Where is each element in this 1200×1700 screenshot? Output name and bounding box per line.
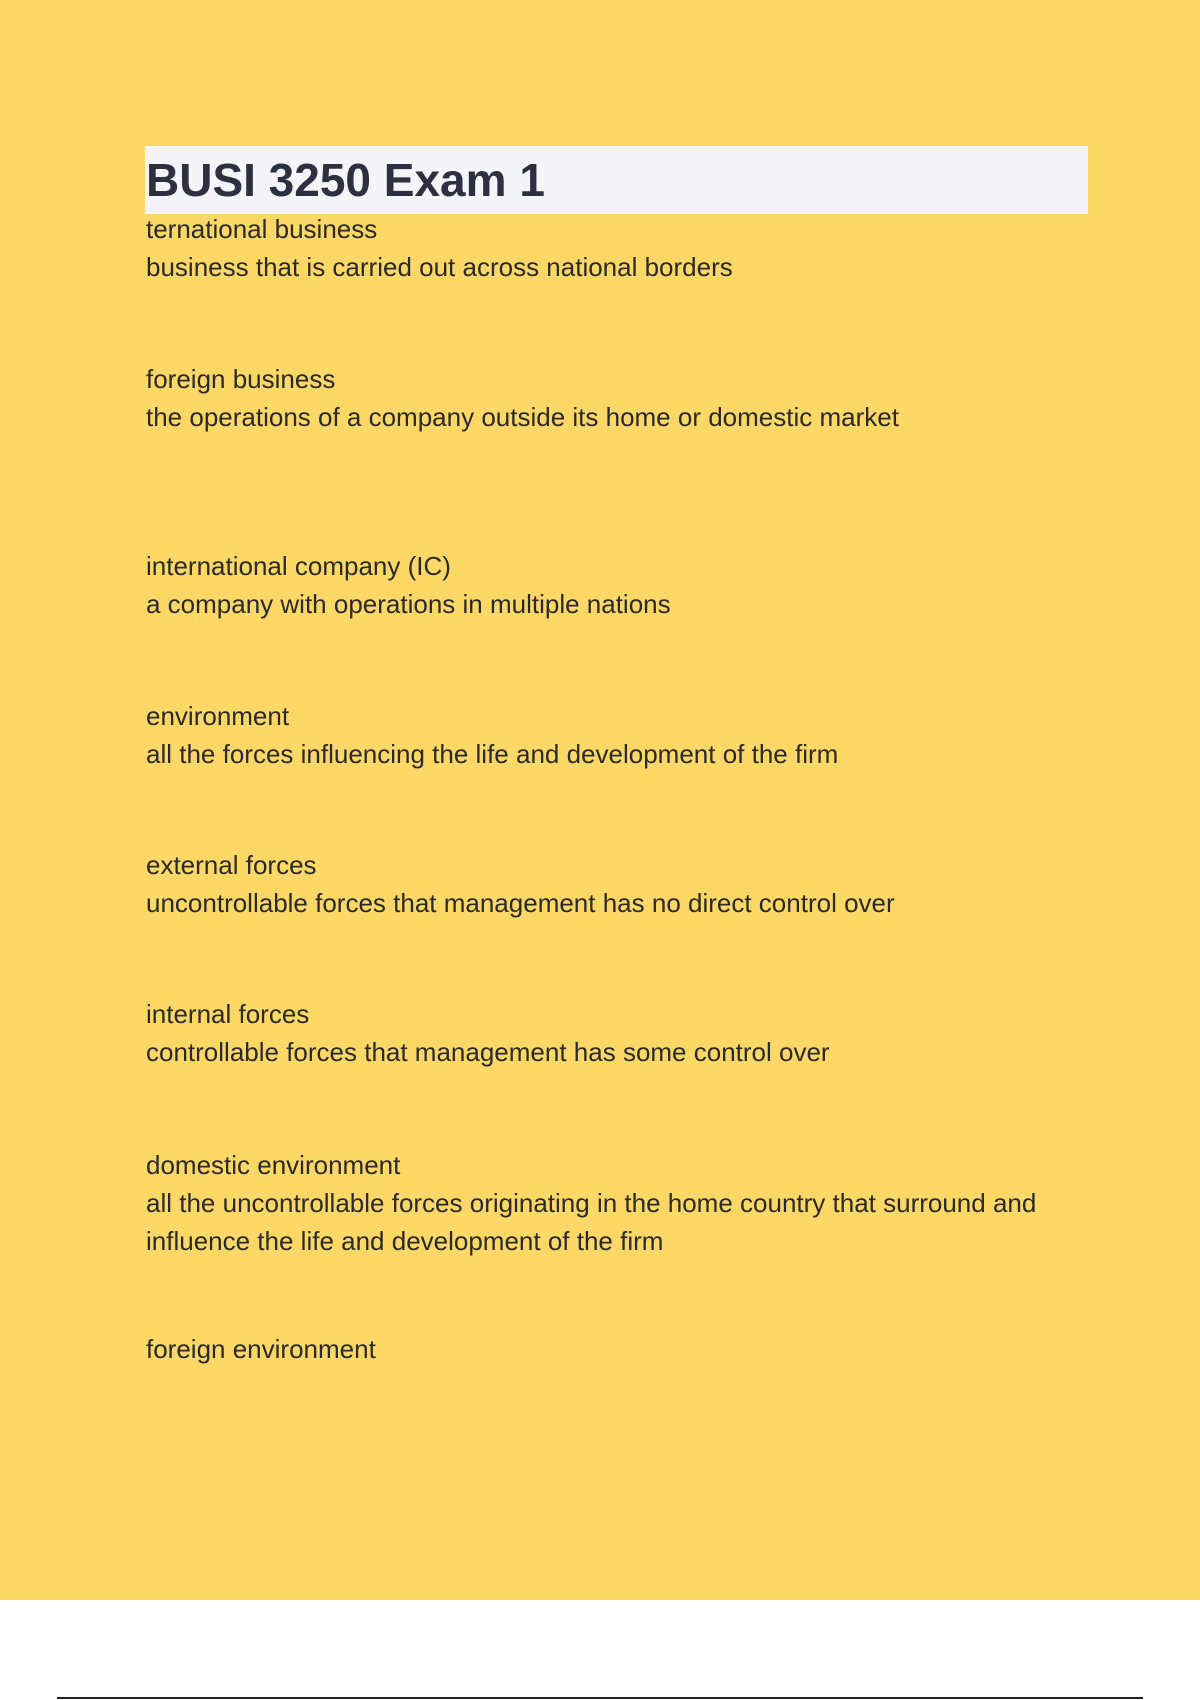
entry-term: domestic environment	[146, 1150, 401, 1180]
glossary-entry-foreign-business	[146, 360, 1086, 436]
entry-definition: business that is carried out across national borders	[146, 252, 733, 282]
glossary-entry-international-company	[146, 547, 1086, 623]
entry-term: ternational business	[146, 214, 378, 244]
entry-term: environment	[146, 701, 290, 731]
footer-divider	[57, 1697, 1143, 1699]
entry-term: international company (IC)	[146, 551, 451, 581]
glossary-entry-environment	[146, 697, 1086, 773]
glossary-entry-external-forces	[146, 846, 1086, 922]
entry-definition: controllable forces that management has some control over	[146, 1037, 830, 1067]
glossary-entry-domestic-environment	[146, 1146, 1086, 1260]
glossary-entry-internal-forces	[146, 995, 1086, 1071]
entry-term: foreign business	[146, 364, 336, 394]
entry-term: foreign environment	[146, 1334, 376, 1364]
entry-term: internal forces	[146, 999, 310, 1029]
document-title: BUSI 3250 Exam 1	[146, 154, 545, 206]
entry-definition: uncontrollable forces that management has no direct control over	[146, 888, 895, 918]
entry-definition: all the uncontrollable forces originating in the home country that surround and influence the life and development of the firm	[146, 1188, 1037, 1256]
entry-definition: all the forces influencing the life and development of the firm	[146, 739, 839, 769]
entry-definition: the operations of a company outside its home or domestic market	[146, 402, 899, 432]
entry-term: external forces	[146, 850, 317, 880]
entry-definition: a company with operations in multiple nations	[146, 589, 671, 619]
glossary-entry-international-business	[146, 210, 1086, 286]
glossary-entry-foreign-environment	[146, 1330, 1086, 1368]
